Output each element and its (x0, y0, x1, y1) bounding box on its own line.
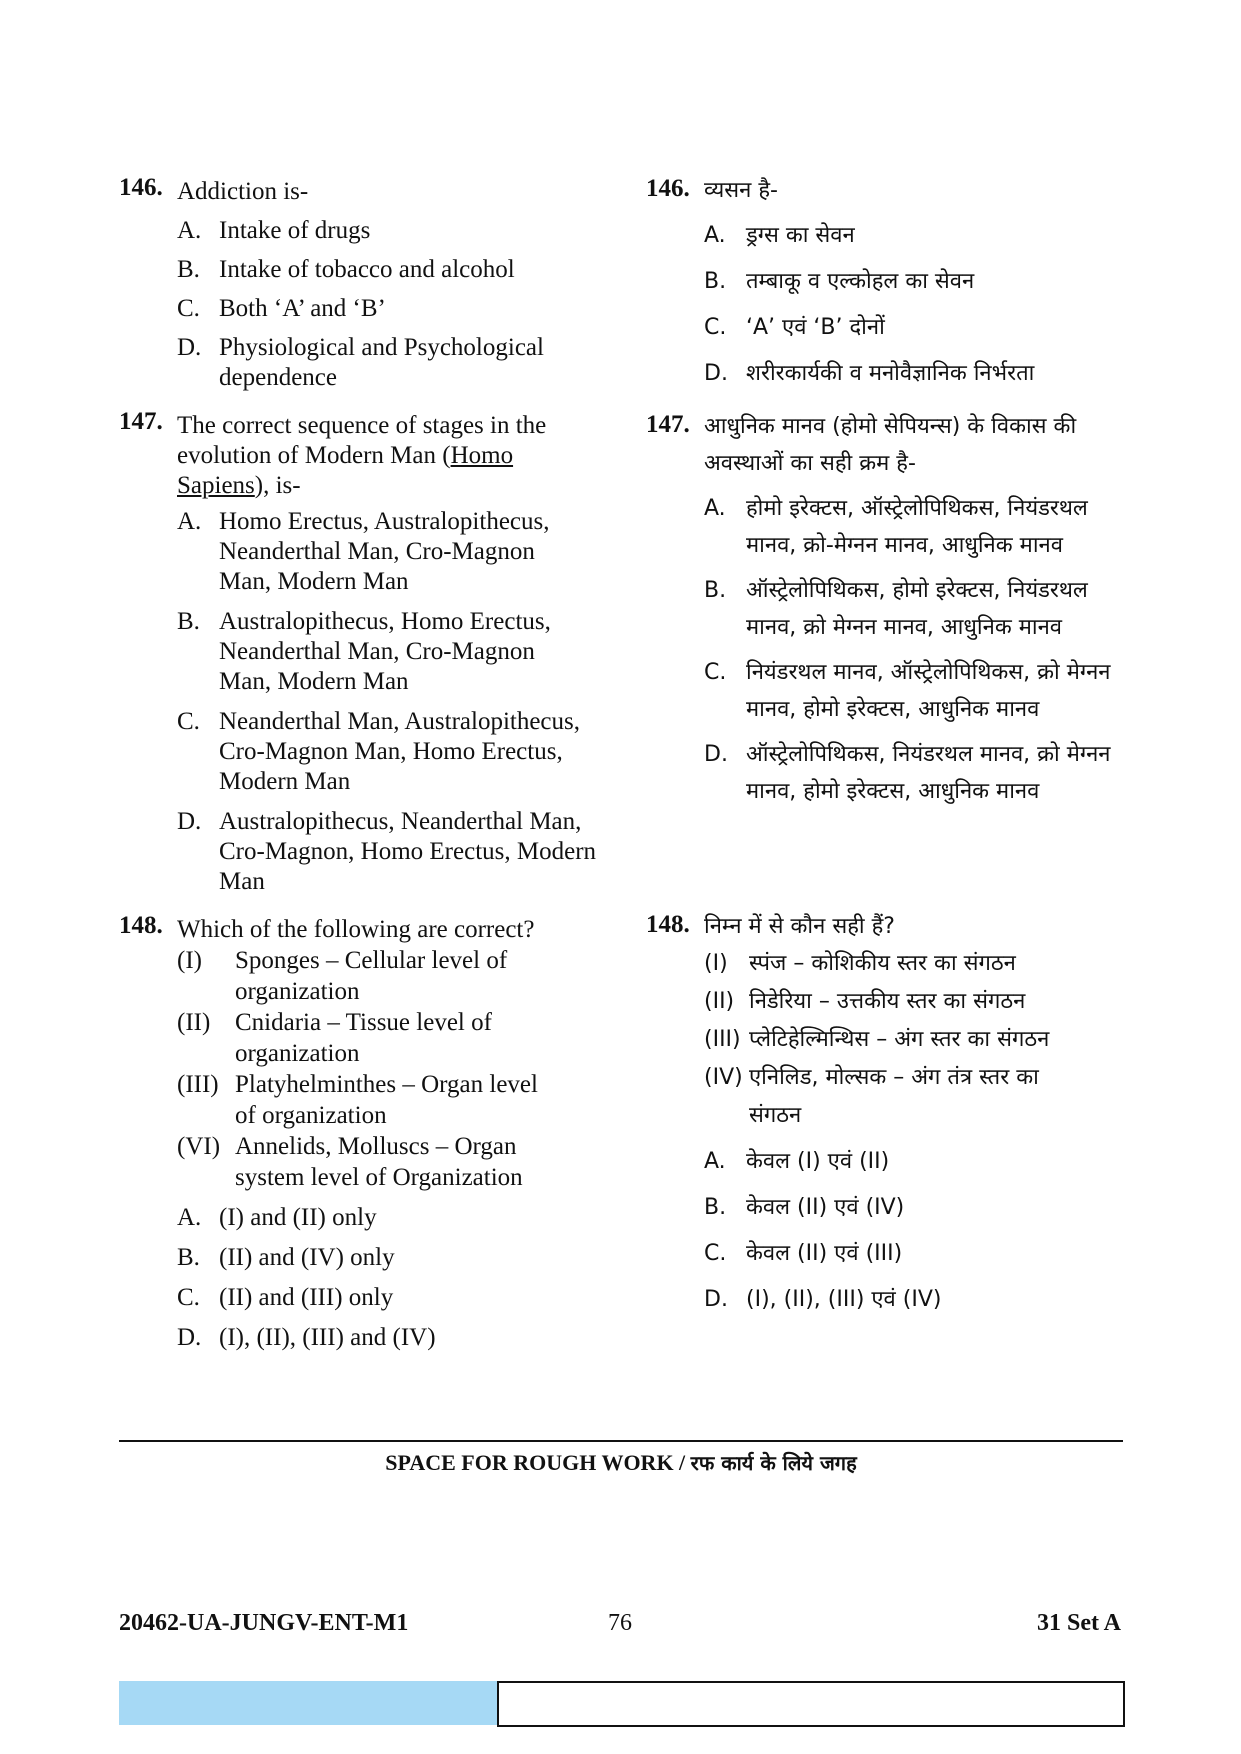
option-c: C. Neanderthal Man, Australopithecus, Cro-Magnon Man, Homo Erectus, Modern Man (177, 708, 581, 795)
hindi-column (646, 172, 1126, 1318)
question-146-en (119, 174, 599, 393)
question-number: 147. (646, 411, 690, 438)
statement-1: (I) स्पंज – कोशिकीय स्तर का संगठन (704, 951, 1016, 976)
blank-box (497, 1681, 1125, 1727)
option-d: D. Australopithecus, Neanderthal Man, Cro-Magnon, Homo Erectus, Modern Man (177, 808, 597, 895)
option-c: C. केवल (II) एवं (III) (704, 1241, 903, 1266)
option-b: B. ऑस्ट्रेलोपिथिकस, होमो इरेक्टस, नियंडरथल मानव, क्रो मेग्नन मानव, आधुनिक मानव (704, 578, 1088, 640)
statement-2: (II) निडेरिया – उत्तकीय स्तर का संगठन (704, 989, 1026, 1014)
underlined-term: Homo Sapiens (177, 442, 514, 499)
question-148-en (119, 912, 599, 1353)
statement-4: (VI) Annelids, Molluscs – Organ system level of Organization (177, 1133, 523, 1191)
paper-code: 20462-UA-JUNGV-ENT-M1 (119, 1610, 409, 1636)
option-a: A. ड्रग्स का सेवन (704, 223, 855, 248)
option-d: D. (I), (II), (III) and (IV) (177, 1324, 436, 1351)
statement-3: (III) प्लेटिहेल्मिन्थिस – अंग स्तर का संगठन (704, 1027, 1050, 1052)
statement-1: (I) Sponges – Cellular level of organization (177, 947, 508, 1005)
option-a: A. (I) and (II) only (177, 1204, 377, 1231)
question-146-hi (646, 172, 1126, 392)
option-b: B. Intake of tobacco and alcohol (177, 256, 515, 283)
question-147-hi (646, 408, 1126, 810)
question-147-en (119, 408, 599, 897)
option-a: A. होमो इरेक्टस, ऑस्ट्रेलोपिथिकस, नियंडरथल मानव, क्रो-मेग्नन मानव, आधुनिक मानव (704, 496, 1088, 558)
option-c: C. नियंडरथल मानव, ऑस्ट्रेलोपिथिकस, क्रो मेग्नन मानव, होमो इरेक्टस, आधुनिक मानव (704, 660, 1111, 722)
question-number: 146. (646, 175, 690, 202)
question-number: 148. (119, 912, 163, 939)
option-b: B. तम्बाकू व एल्कोहल का सेवन (704, 269, 975, 294)
page-number: 76 (608, 1610, 632, 1636)
question-stem: Which of the following are correct? (177, 916, 535, 943)
question-stem: व्यसन है- (704, 178, 778, 203)
option-d: D. ऑस्ट्रेलोपिथिकस, नियंडरथल मानव, क्रो मेग्नन मानव, होमो इरेक्टस, आधुनिक मानव (704, 742, 1111, 804)
question-stem: The correct sequence of stages in the evolution of Modern Man (Homo Sapiens), is- (177, 412, 547, 499)
option-d: D. शरीरकार्यकी व मनोवैज्ञानिक निर्भरता (704, 361, 1035, 386)
question-stem: Addiction is- (177, 178, 309, 205)
statement-4: (IV) एनिलिड, मोल्सक – अंग तंत्र स्तर का संगठन (704, 1065, 1039, 1128)
statement-2: (II) Cnidaria – Tissue level of organization (177, 1009, 492, 1067)
option-b: B. (II) and (IV) only (177, 1244, 395, 1271)
option-d: D. Physiological and Psychological dependence (177, 334, 544, 391)
rough-work-divider (119, 1440, 1123, 1442)
option-a: A. Homo Erectus, Australopithecus, Neanderthal Man, Cro-Magnon Man, Modern Man (177, 508, 550, 595)
question-stem: निम्न में से कौन सही हैं? (704, 914, 895, 939)
question-number: 147. (119, 408, 163, 435)
option-c: C. Both ‘A’ and ‘B’ (177, 295, 386, 322)
statement-3: (III) Platyhelminthes – Organ level of organization (177, 1071, 538, 1129)
rough-work-label: SPACE FOR ROUGH WORK / रफ कार्य के लिये जगह (385, 1450, 857, 1475)
english-column (119, 174, 599, 1353)
option-a: A. Intake of drugs (177, 217, 371, 244)
option-a: A. केवल (I) एवं (II) (704, 1149, 890, 1174)
option-d: D. (I), (II), (III) एवं (IV) (704, 1287, 942, 1312)
option-c: C. ‘A’ एवं ‘B’ दोनों (704, 315, 885, 340)
option-c: C. (II) and (III) only (177, 1284, 394, 1311)
question-number: 146. (119, 174, 163, 201)
question-stem: आधुनिक मानव (होमो सेपियन्स) के विकास की अवस्थाओं का सही क्रम है- (704, 414, 1077, 476)
set-label: 31 Set A (1037, 1610, 1121, 1636)
question-148-hi (646, 908, 1126, 1318)
option-b: B. Australopithecus, Homo Erectus, Neanderthal Man, Cro-Magnon Man, Modern Man (177, 608, 551, 695)
question-number: 148. (646, 911, 690, 938)
blue-bar (119, 1681, 497, 1725)
option-b: B. केवल (II) एवं (IV) (704, 1195, 905, 1220)
